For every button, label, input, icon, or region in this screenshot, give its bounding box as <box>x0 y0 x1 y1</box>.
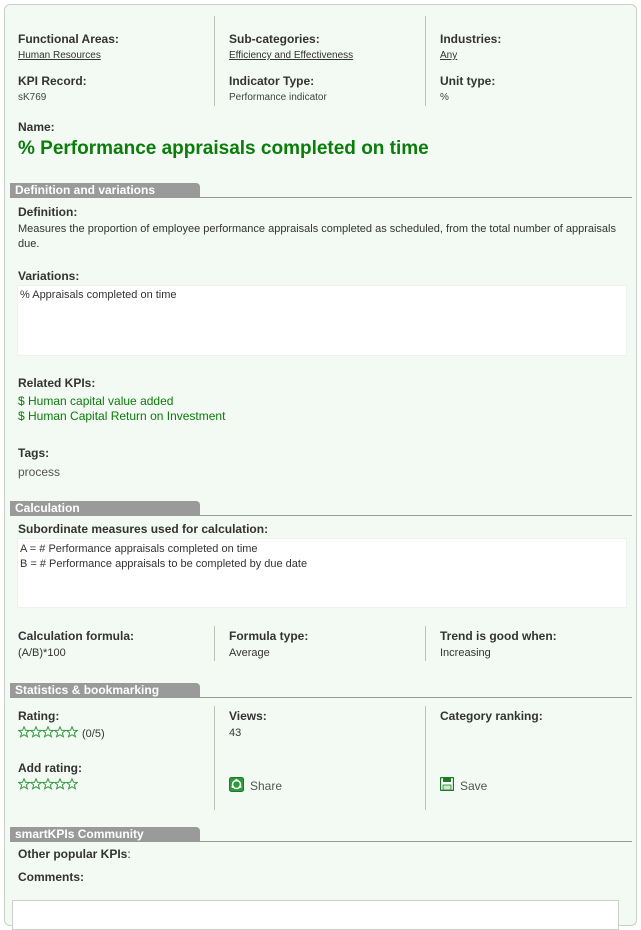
tags-label: Tags: <box>18 446 50 460</box>
section-tab-label: Statistics & bookmarking <box>10 683 200 697</box>
divider <box>425 626 426 661</box>
functional-areas-label: Functional Areas: <box>18 32 119 46</box>
divider <box>214 626 215 661</box>
rating-label: Rating: <box>18 709 60 723</box>
divider <box>425 16 426 106</box>
unit-type-label: Unit type: <box>440 74 496 88</box>
related-kpi-link[interactable]: $ Human capital value added <box>18 394 174 408</box>
name-label: Name: <box>18 120 55 134</box>
section-tab-label: Calculation <box>10 501 200 515</box>
other-popular-kpis-label: Other popular KPIs <box>18 847 128 861</box>
star-icon[interactable] <box>42 778 54 790</box>
star-icon <box>54 726 66 738</box>
definition-label: Definition: <box>18 205 78 219</box>
related-kpis-label: Related KPIs: <box>18 376 96 390</box>
star-icon[interactable] <box>30 778 42 790</box>
measure-item: B = # Performance appraisals to be completed by due date <box>20 558 308 570</box>
divider <box>214 16 215 106</box>
star-icon <box>18 726 30 738</box>
add-rating-label: Add rating: <box>18 761 82 775</box>
share-button[interactable] <box>229 777 282 795</box>
divider <box>425 706 426 810</box>
definition-text: Measures the proportion of employee performance appraisals completed as scheduled, from the total number of appraisals due. <box>18 223 616 250</box>
variations-label: Variations: <box>18 269 80 283</box>
section-tab-label: Definition and variations <box>10 183 200 197</box>
calculation-formula-label: Calculation formula: <box>18 629 135 643</box>
views-value: 43 <box>229 727 242 739</box>
share-icon <box>229 777 244 795</box>
views-label: Views: <box>229 709 267 723</box>
star-icon[interactable] <box>54 778 66 790</box>
indicator-type-value: Performance indicator <box>229 92 327 103</box>
section-tab-label: smartKPIs Community <box>10 827 200 841</box>
related-kpi-link[interactable]: $ Human Capital Return on Investment <box>18 409 226 423</box>
tag-link[interactable]: process <box>18 465 61 479</box>
kpi-record-label: KPI Record: <box>18 74 87 88</box>
trend-label: Trend is good when: <box>440 629 557 643</box>
subcategories-link[interactable]: Efficiency and Effectiveness <box>229 50 354 61</box>
share-label: Share <box>250 779 283 793</box>
kpi-record-value: sK769 <box>18 92 47 103</box>
save-label: Save <box>460 778 488 793</box>
formula-type-value: Average <box>229 647 270 659</box>
star-icon <box>42 726 54 738</box>
star-icon <box>30 726 42 738</box>
comment-box[interactable] <box>12 900 619 930</box>
variations-box <box>17 285 627 356</box>
rating-value: (0/5) <box>82 727 105 740</box>
section-header-community <box>10 827 632 842</box>
functional-areas-link[interactable]: Human Resources <box>18 50 101 61</box>
unit-type-value: % <box>440 92 449 103</box>
page-title: % Performance appraisals completed on time <box>18 138 429 159</box>
indicator-type-label: Indicator Type: <box>229 74 315 88</box>
formula-type-label: Formula type: <box>229 629 309 643</box>
section-header-definition <box>10 183 632 198</box>
industries-link[interactable]: Any <box>440 50 458 61</box>
star-icon <box>66 726 78 738</box>
other-popular-kpis-colon: : <box>127 847 131 861</box>
add-rating-stars[interactable] <box>18 777 78 795</box>
measures-box <box>17 538 627 608</box>
calculation-formula-value: (A/B)*100 <box>18 647 66 659</box>
variations-text: % Appraisals completed on time <box>20 289 177 301</box>
section-header-calculation <box>10 501 632 516</box>
divider <box>214 706 215 810</box>
comments-label: Comments: <box>18 870 85 884</box>
category-ranking-label: Category ranking: <box>440 709 543 723</box>
subcategories-label: Sub-categories: <box>229 32 320 46</box>
star-icon[interactable] <box>18 778 30 790</box>
subordinate-measures-label: Subordinate measures used for calculation: <box>18 522 269 536</box>
section-header-statistics <box>10 683 632 698</box>
save-icon <box>440 777 454 794</box>
rating-stars <box>18 726 78 741</box>
other-popular-kpis <box>18 847 131 861</box>
star-input-group[interactable] <box>18 777 78 795</box>
industries-label: Industries: <box>440 32 502 46</box>
measure-item: A = # Performance appraisals completed on time <box>20 543 258 555</box>
save-button[interactable] <box>440 777 487 794</box>
trend-value: Increasing <box>440 647 491 659</box>
star-icon[interactable] <box>66 778 78 790</box>
rating-display <box>18 726 105 741</box>
